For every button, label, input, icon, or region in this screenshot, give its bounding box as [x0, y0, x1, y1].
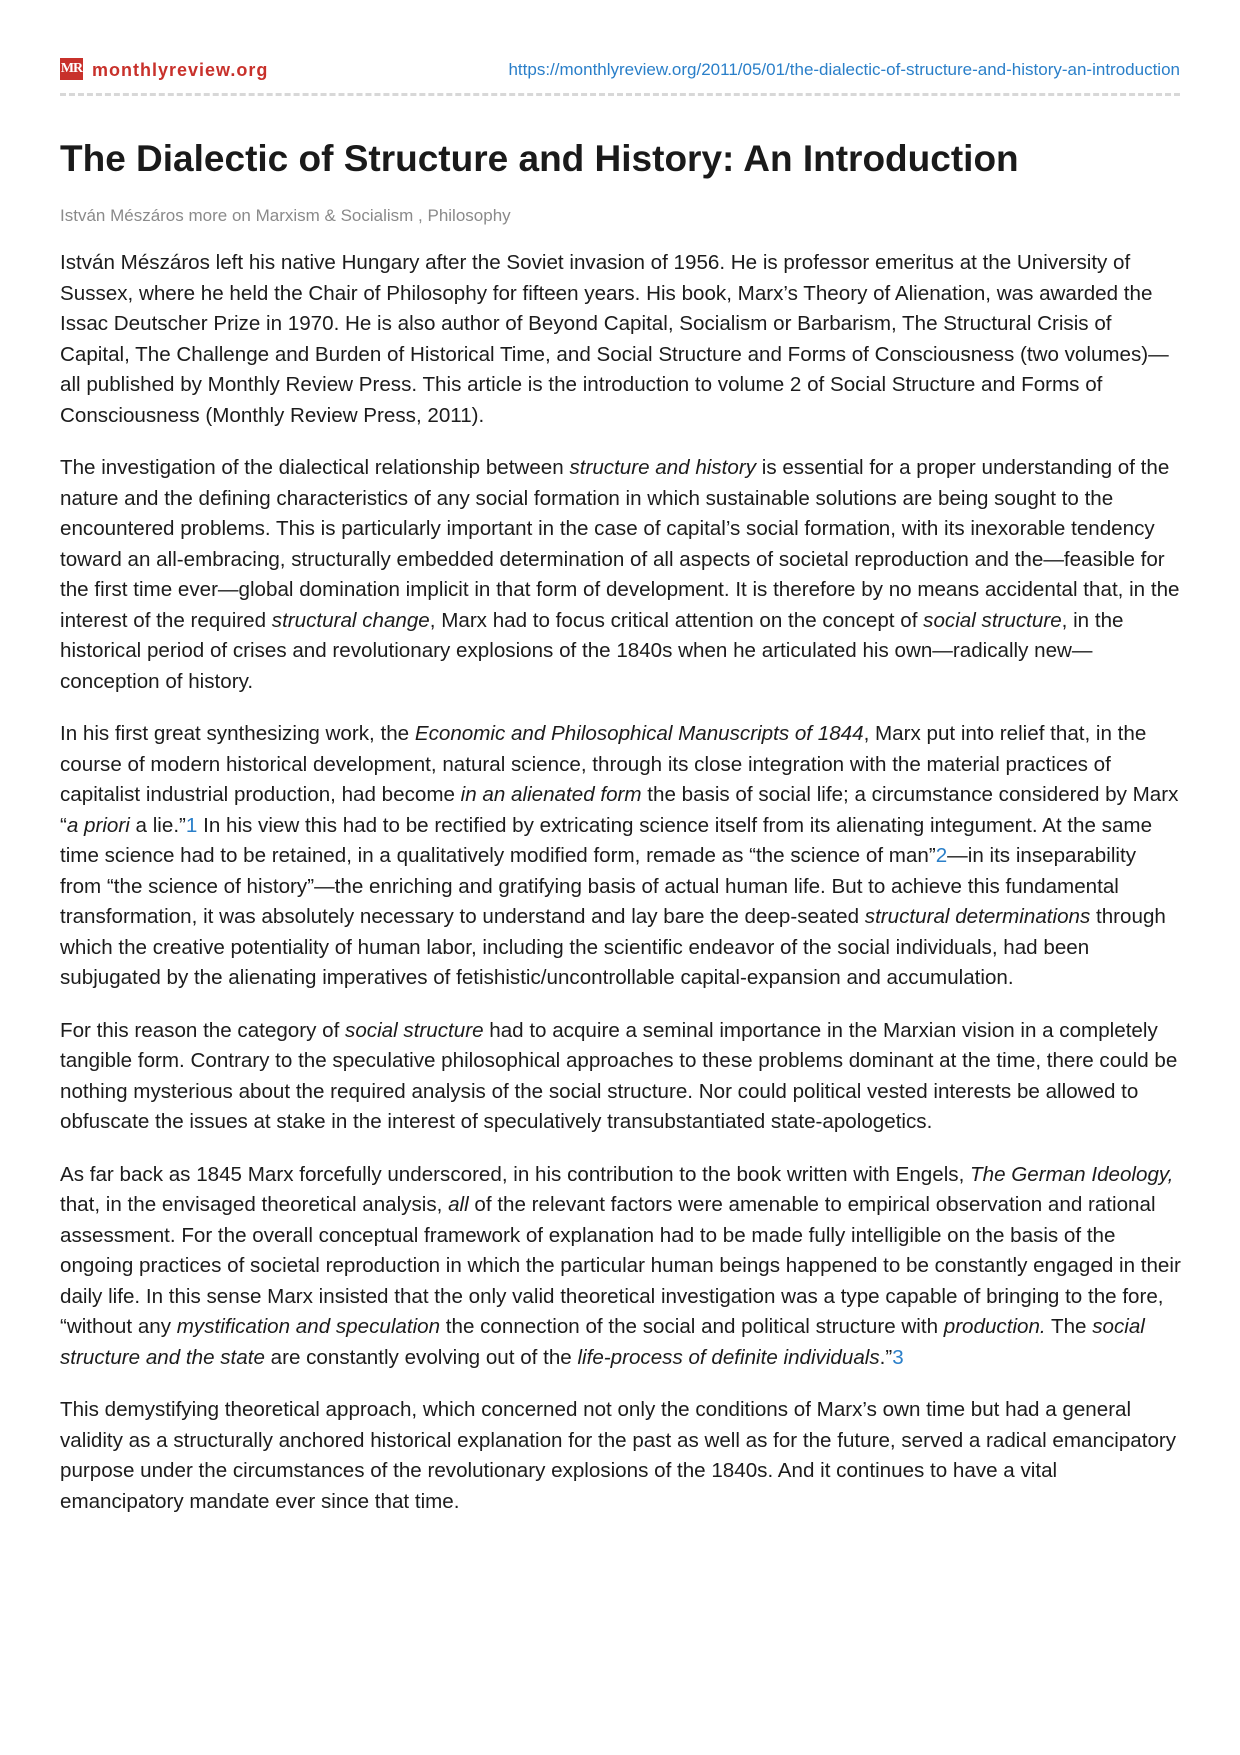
emphasis-text: mystification and speculation [176, 1315, 441, 1338]
paragraph-german-ideology [60, 1160, 1182, 1374]
emphasis-text: social structure and the state [60, 1315, 1145, 1369]
body-text: through which the creative potentiality of human labor, including the scientific endeavor of the social individuals, had been subjugated by the alienating imperatives of fetishistic/uncontrollable capital-expansion and accumulation. [60, 905, 1166, 989]
emphasis-text: The German Ideology, [970, 1162, 1174, 1186]
body-text: In his first great synthesizing work, the [60, 722, 415, 745]
body-text: the connection of the social and political structure with [440, 1315, 944, 1338]
emphasis-text: structural change [271, 608, 430, 632]
emphasis-text: production. [943, 1315, 1046, 1338]
body-text: , Marx put into relief that, in the course of modern historical development, natural science, through its close integration with the material practices of capitalist industrial production, had become [60, 722, 1147, 806]
body-text: of the relevant factors were amenable to empirical observation and rational assessment. For the overall conceptual framework of explanation had to be made fully intelligible on the basis of the ongoing practices of societal reproduction in which the particular human beings happened to be constantly engaged in their daily life. In this sense Marx insisted that the only valid theoretical investigation was a type capable of bringing to the fore, “without any [60, 1193, 1181, 1338]
paragraph-structure-history [60, 453, 1182, 697]
emphasis-text: life-process of definite individuals [577, 1345, 880, 1369]
emphasis-text: in an alienated form [460, 783, 642, 806]
article-title: The Dialectic of Structure and History: An Introduction [60, 138, 1019, 179]
body-text: , Marx had to focus critical attention on the concept of [429, 608, 924, 632]
body-text: For this reason the category of [60, 1018, 346, 1042]
site-header [60, 58, 1180, 84]
body-text: —in its inseparability from “the science of history”—the enriching and gratifying basis of actual human life. But to achieve this fundamental transformation, it was absolutely necessary to understand and lay bare the deep-seated [60, 844, 1137, 928]
body-text: the basis of social life; a circumstance considered by Marx “ [60, 783, 1179, 837]
paragraph-demystifying [60, 1395, 1182, 1517]
body-text: As far back as 1845 Marx forcefully underscored, in his contribution to the book written with Engels, [60, 1162, 971, 1186]
body-text: The [1045, 1315, 1093, 1338]
body-text: are constantly evolving out of the [264, 1345, 578, 1369]
footnote-link[interactable]: 3 [892, 1345, 904, 1369]
body-text: that, in the envisaged theoretical analysis, [60, 1193, 449, 1216]
body-text: István Mészáros left his native Hungary after the Soviet invasion of 1956. He is professor emeritus at the University of Sussex, where he held the Chair of Philosophy for fifteen years. His book, Marx’s Theory of Alienation, was awarded the Issac Deutscher Prize in 1970. He is also author of Beyond Capital, Socialism or Barbarism, The Structural Crisis of Capital, The Challenge and Burden of Historical Time, and Social Structure and Forms of Consciousness (two volumes)—all published by Monthly Review Press. This article is the introduction to volume 2 of Social Structure and Forms of Consciousness (Monthly Review Press, 2011). [60, 251, 1169, 427]
footnote-link[interactable]: 2 [935, 844, 948, 867]
article-byline: István Mészáros more on Marxism & Socialism , Philosophy [60, 206, 511, 225]
body-text: The investigation of the dialectical relationship between [60, 456, 570, 479]
body-text: .” [879, 1345, 893, 1369]
emphasis-text: structural determinations [864, 905, 1091, 928]
emphasis-text: all [448, 1193, 469, 1216]
header-divider [60, 93, 1180, 96]
paragraph-author-bio [60, 248, 1182, 431]
emphasis-text: social structure [345, 1018, 484, 1042]
paragraph-manuscripts-1844 [60, 719, 1182, 994]
body-text: is essential for a proper understanding of the nature and the defining characteristics of any social formation in which sustainable solutions are being sought to the encountered problems. This is particularly important in the case of capital’s social formation, with its inexorable tendency toward an all-embracing, structurally embedded determination of all aspects of societal reproduction and the—feasible for the first time ever—global domination implicit in that form of development. It is therefore by no means accidental that, in the interest of the required [60, 456, 1180, 632]
body-text: In his view this had to be rectified by extricating science itself from its alienating integument. At the same time science had to be retained, in a qualitatively modified form, remade as “the science of man” [60, 813, 1153, 867]
body-text: This demystifying theoretical approach, which concerned not only the conditions of Marx’s own time but had a general validity as a structurally anchored historical explanation for the past as well as for the future, served a radical emancipatory purpose under the circumstances of the revolutionary explosions of the 1840s. And it continues to have a vital emancipatory mandate ever since that time. [60, 1398, 1177, 1513]
monthly-review-logo-icon[interactable]: MR [60, 58, 83, 80]
emphasis-text: Economic and Philosophical Manuscripts of 1844 [414, 722, 864, 745]
emphasis-text: a priori [66, 813, 130, 837]
body-text: had to acquire a seminal importance in the Marxian vision in a completely tangible form. Contrary to the speculative philosophical approaches to these problems dominant at the time, there could be nothing mysterious about the required analysis of the social structure. Nor could political vested interests be allowed to obfuscate the issues at stake in the interest of speculatively transubstantiated state-apologetics. [60, 1018, 1178, 1133]
emphasis-text: structure and history [569, 456, 757, 479]
body-text: a lie.” [129, 813, 186, 837]
article-url-link[interactable]: https://monthlyreview.org/2011/05/01/the-dialectic-of-structure-and-history-an-introduction [508, 60, 1180, 79]
article-body [60, 248, 1182, 1539]
footnote-link[interactable]: 1 [185, 813, 198, 837]
emphasis-text: social structure [923, 608, 1062, 632]
body-text: , in the historical period of crises and revolutionary explosions of the 1840s when he articulated his own—radically new—conception of history. [60, 608, 1124, 693]
paragraph-social-structure [60, 1016, 1182, 1138]
site-name-link[interactable]: monthlyreview.org [92, 60, 269, 80]
